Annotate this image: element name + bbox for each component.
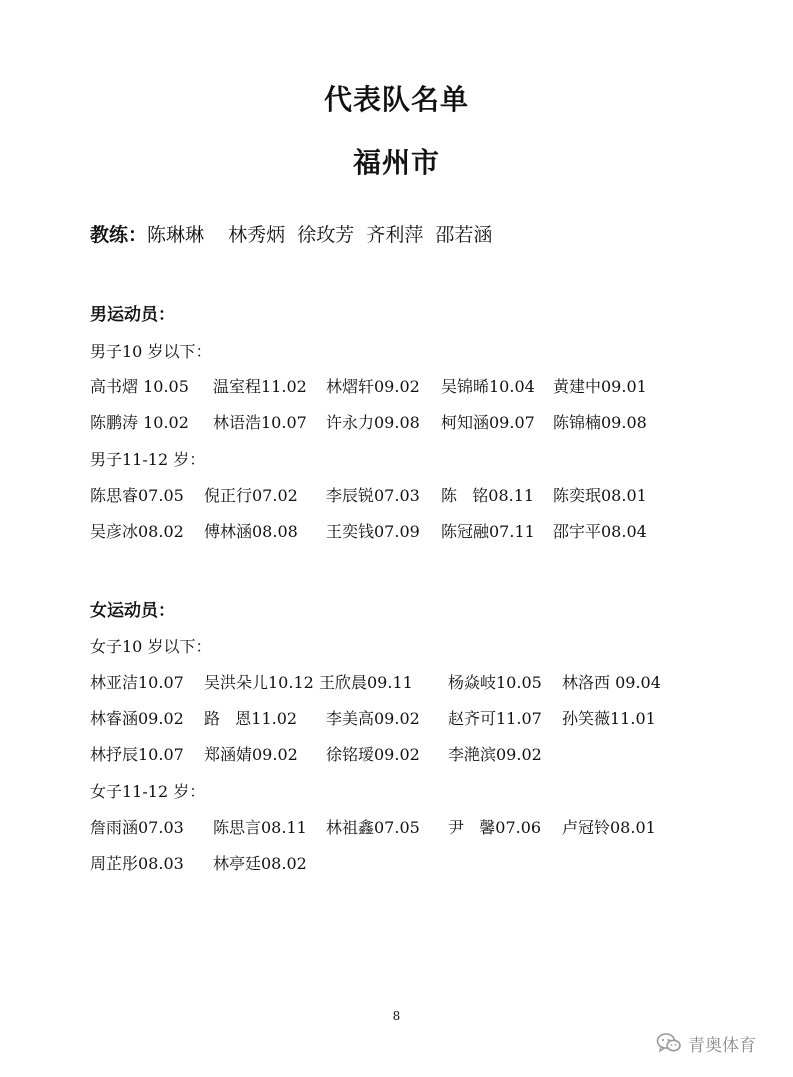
athlete-entry: 倪正行07.02	[204, 486, 298, 505]
athlete-entry: 李辰锐07.03	[326, 486, 420, 505]
athlete-entry: 吴锦晞10.04	[441, 377, 535, 396]
athlete-row	[90, 815, 710, 839]
athlete-row	[90, 374, 710, 398]
athlete-entry: 傅林涵08.08	[204, 522, 298, 541]
athlete-entry: 林洛西 09.04	[562, 673, 661, 692]
athlete-entry: 高书熠 10.05	[90, 377, 189, 396]
city-title: 福州市	[352, 146, 440, 179]
athlete-entry: 林抒辰10.07	[90, 745, 184, 764]
watermark	[656, 1031, 756, 1055]
athlete-entry: 林亚洁10.07	[90, 673, 184, 692]
athlete-entry: 杨焱岐10.05	[448, 673, 542, 692]
coaches-label: 教练：	[90, 224, 148, 246]
page-number: 8	[392, 1009, 401, 1023]
athlete-entry: 陈鹏涛 10.02	[90, 413, 189, 432]
athlete-entry: 周芷彤08.03	[90, 854, 184, 873]
coaches-names: 陈琳琳 林秀炳 徐玫芳 齐利萍 邵若涵	[147, 224, 493, 246]
male-heading: 男运动员：	[90, 305, 175, 325]
female-heading: 女运动员：	[90, 601, 175, 621]
document-title: 代表队名单	[323, 83, 469, 116]
athlete-entry: 王欣晨09.11	[319, 673, 413, 692]
athlete-row	[90, 706, 710, 730]
athlete-entry: 孙笑薇11.01	[562, 709, 656, 728]
athlete-entry: 陈锦楠09.08	[553, 413, 647, 432]
group-label: 女子11-12 岁：	[90, 782, 206, 801]
athlete-row	[90, 519, 710, 543]
athlete-entry: 林熠轩09.02	[326, 377, 420, 396]
athlete-entry: 温室程11.02	[213, 377, 307, 396]
athlete-row	[90, 851, 710, 875]
athlete-entry: 黄建中09.01	[553, 377, 647, 396]
athlete-entry: 詹雨涵07.03	[90, 818, 184, 837]
athlete-entry: 林亭廷08.02	[213, 854, 307, 873]
athlete-row	[90, 670, 710, 694]
athlete-entry: 赵齐可11.07	[448, 709, 542, 728]
athlete-entry: 李美高09.02	[326, 709, 420, 728]
athlete-entry: 许永力09.08	[326, 413, 420, 432]
athlete-entry: 卢冠铃08.01	[562, 818, 656, 837]
group-label: 男子11-12 岁：	[90, 450, 206, 469]
athlete-entry: 尹 馨07.06	[448, 818, 542, 837]
athlete-entry: 陈思言08.11	[213, 818, 307, 837]
wechat-icon	[656, 1032, 682, 1054]
group-label: 女子10 岁以下：	[90, 637, 212, 656]
athlete-row	[90, 742, 710, 766]
athlete-entry: 邵宇平08.04	[553, 522, 647, 541]
athlete-entry: 陈 铭08.11	[441, 486, 535, 505]
athlete-entry: 郑涵婧09.02	[204, 745, 298, 764]
athlete-entry: 林祖鑫07.05	[326, 818, 420, 837]
athlete-entry: 李滟滨09.02	[448, 745, 542, 764]
athlete-entry: 陈冠融07.11	[441, 522, 535, 541]
athlete-row	[90, 410, 710, 434]
athlete-entry: 路 恩11.02	[204, 709, 298, 728]
coaches-line	[90, 220, 492, 247]
athlete-entry: 林睿涵09.02	[90, 709, 184, 728]
athlete-entry: 林语浩10.07	[213, 413, 307, 432]
athlete-entry: 陈思睿07.05	[90, 486, 184, 505]
group-label: 男子10 岁以下：	[90, 342, 212, 361]
athlete-entry: 柯知涵09.07	[441, 413, 535, 432]
athlete-entry: 吴彦冰08.02	[90, 522, 184, 541]
athlete-entry: 王奕钱07.09	[326, 522, 420, 541]
athlete-entry: 吴洪朵儿10.12	[204, 673, 314, 692]
athlete-row	[90, 483, 710, 507]
watermark-text: 青奥体育	[688, 1035, 756, 1056]
athlete-entry: 徐铭瑷09.02	[326, 745, 420, 764]
athlete-entry: 陈奕珉08.01	[553, 486, 647, 505]
